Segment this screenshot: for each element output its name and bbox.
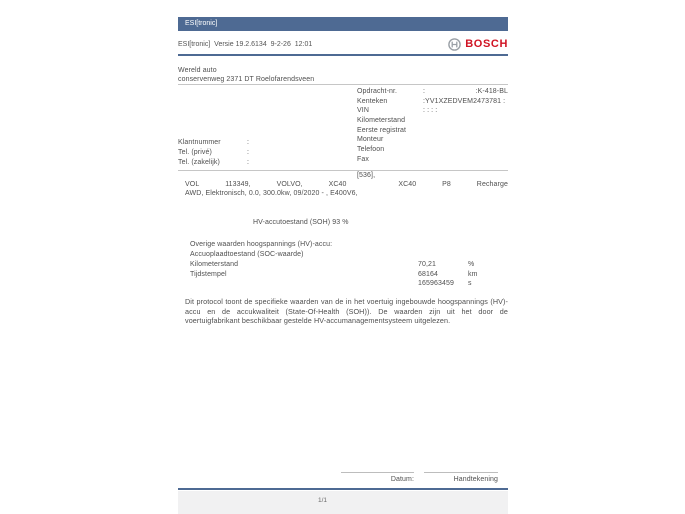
- address-underline: [178, 84, 508, 85]
- footer-divider: [178, 488, 508, 490]
- date-label: Datum:: [390, 476, 414, 483]
- customer-field-row: [178, 158, 338, 168]
- field-label: Opdracht-nr.: [357, 88, 398, 95]
- battery-row-unit: km: [468, 270, 478, 278]
- field-separator: [423, 135, 508, 145]
- order-field-row: [357, 116, 508, 126]
- vehicle-type-number: 113349,: [225, 181, 251, 188]
- order-field-row: [357, 106, 508, 116]
- field-separator: :YV1XZEDVEM2473781 :: [423, 97, 506, 105]
- field-label: Monteur: [357, 136, 384, 144]
- battery-row: [190, 250, 508, 260]
- field-label: VIN: [357, 107, 369, 115]
- section-divider: [178, 170, 508, 171]
- customer-fields: [178, 138, 338, 167]
- vehicle-model: XC40: [328, 181, 347, 188]
- field-separator: [423, 155, 508, 165]
- field-separator: [423, 116, 508, 126]
- battery-row-label: [190, 279, 418, 289]
- title-bar-label: ESI[tronic]: [185, 20, 218, 27]
- signature-label: Handtekening: [453, 476, 498, 483]
- battery-row: [190, 270, 508, 280]
- battery-row-value: 68164: [418, 270, 438, 278]
- battery-row-value: [418, 250, 468, 260]
- version-row: [178, 36, 508, 52]
- header-divider: [178, 54, 508, 56]
- order-field-row: [357, 97, 508, 107]
- order-field-row: [357, 87, 508, 97]
- order-field-row: [357, 155, 508, 165]
- field-separator: : : : :: [423, 107, 438, 115]
- order-field-row: [357, 145, 508, 155]
- field-separator: :: [247, 148, 250, 156]
- field-label: Telefoon: [357, 146, 385, 154]
- field-separator: :: [247, 139, 250, 146]
- battery-row-value: 165963459: [418, 280, 454, 288]
- bosch-wordmark: BOSCH: [465, 38, 508, 50]
- order-field-row: [357, 135, 508, 145]
- vehicle-trim: P8: [442, 181, 451, 188]
- signature-field: [424, 472, 498, 485]
- battery-row-unit: %: [468, 260, 475, 268]
- order-field-row: [357, 126, 508, 136]
- vehicle-brand: VOLVO,: [276, 181, 303, 188]
- customer-field-row: [178, 148, 338, 158]
- battery-row-label: Accuoplaadtoestand (SOC-waarde): [190, 250, 304, 258]
- field-separator: [423, 126, 508, 136]
- battery-row-label: Kilometerstand: [190, 260, 239, 268]
- field-value: :K-418-BL: [475, 88, 508, 95]
- vehicle-model-2: XC40: [398, 181, 417, 188]
- battery-row-unit: s: [468, 280, 472, 288]
- field-label: Tel. (zakelijk): [178, 158, 220, 166]
- field-separator: :: [247, 158, 250, 166]
- battery-row: [190, 260, 508, 270]
- vehicle-variant: Recharge: [476, 181, 508, 188]
- vehicle-code-tag: [536],: [357, 172, 376, 179]
- customer-name: Wereld auto: [178, 67, 217, 74]
- field-label: Tel. (privé): [178, 148, 212, 156]
- vehicle-spec-row: AWD, Elektronisch, 0.0, 300.0kw, 09/2020 - , E400V6,: [185, 190, 358, 197]
- customer-field-row: [178, 138, 338, 148]
- field-separator: :: [423, 88, 426, 95]
- vehicle-make-code: VOL: [185, 181, 200, 188]
- battery-row-value: 70,21: [418, 260, 437, 268]
- field-label: Klantnummer: [178, 139, 221, 146]
- disclaimer-paragraph: Dit protocol toont de specifieke waarden van de in het voertuig ingebouwde hoogspannings (HV)-accu en de accukwaliteit (State-Of-Health (SOH)). De waarden zijn uit het door de voertuigfabrikant beschikbaar gestelde HV-accumanagementsysteem uitgelezen.: [185, 297, 508, 326]
- page-footer: [178, 491, 508, 514]
- bosch-armature-icon: [448, 38, 461, 51]
- battery-row-label: Tijdstempel: [190, 270, 227, 278]
- battery-row: [190, 279, 508, 289]
- version-text: ESI[tronic] Versie 19.2.6134 9-2-26 12:01: [178, 40, 313, 48]
- date-signature-field: [341, 472, 414, 485]
- field-label: Fax: [357, 155, 369, 163]
- customer-address: conservenweg 2371 DT Roelofarendsveen: [178, 76, 315, 83]
- field-separator: [423, 145, 508, 155]
- order-fields: [357, 87, 508, 165]
- field-label: Kilometerstand: [357, 117, 406, 125]
- page-indicator: 1/1: [318, 497, 328, 504]
- esitronic-title-bar: [178, 17, 508, 31]
- battery-row-unit: [468, 250, 508, 260]
- battery-table-title: Overige waarden hoogspannings (HV)-accu:: [190, 241, 333, 248]
- bosch-logo: [448, 38, 508, 51]
- field-label: Eerste registrat: [357, 126, 407, 134]
- field-label: Kenteken: [357, 97, 388, 105]
- battery-values-table: [190, 240, 508, 289]
- soh-value-line: HV-accutoestand (SOH) 93 %: [253, 219, 349, 226]
